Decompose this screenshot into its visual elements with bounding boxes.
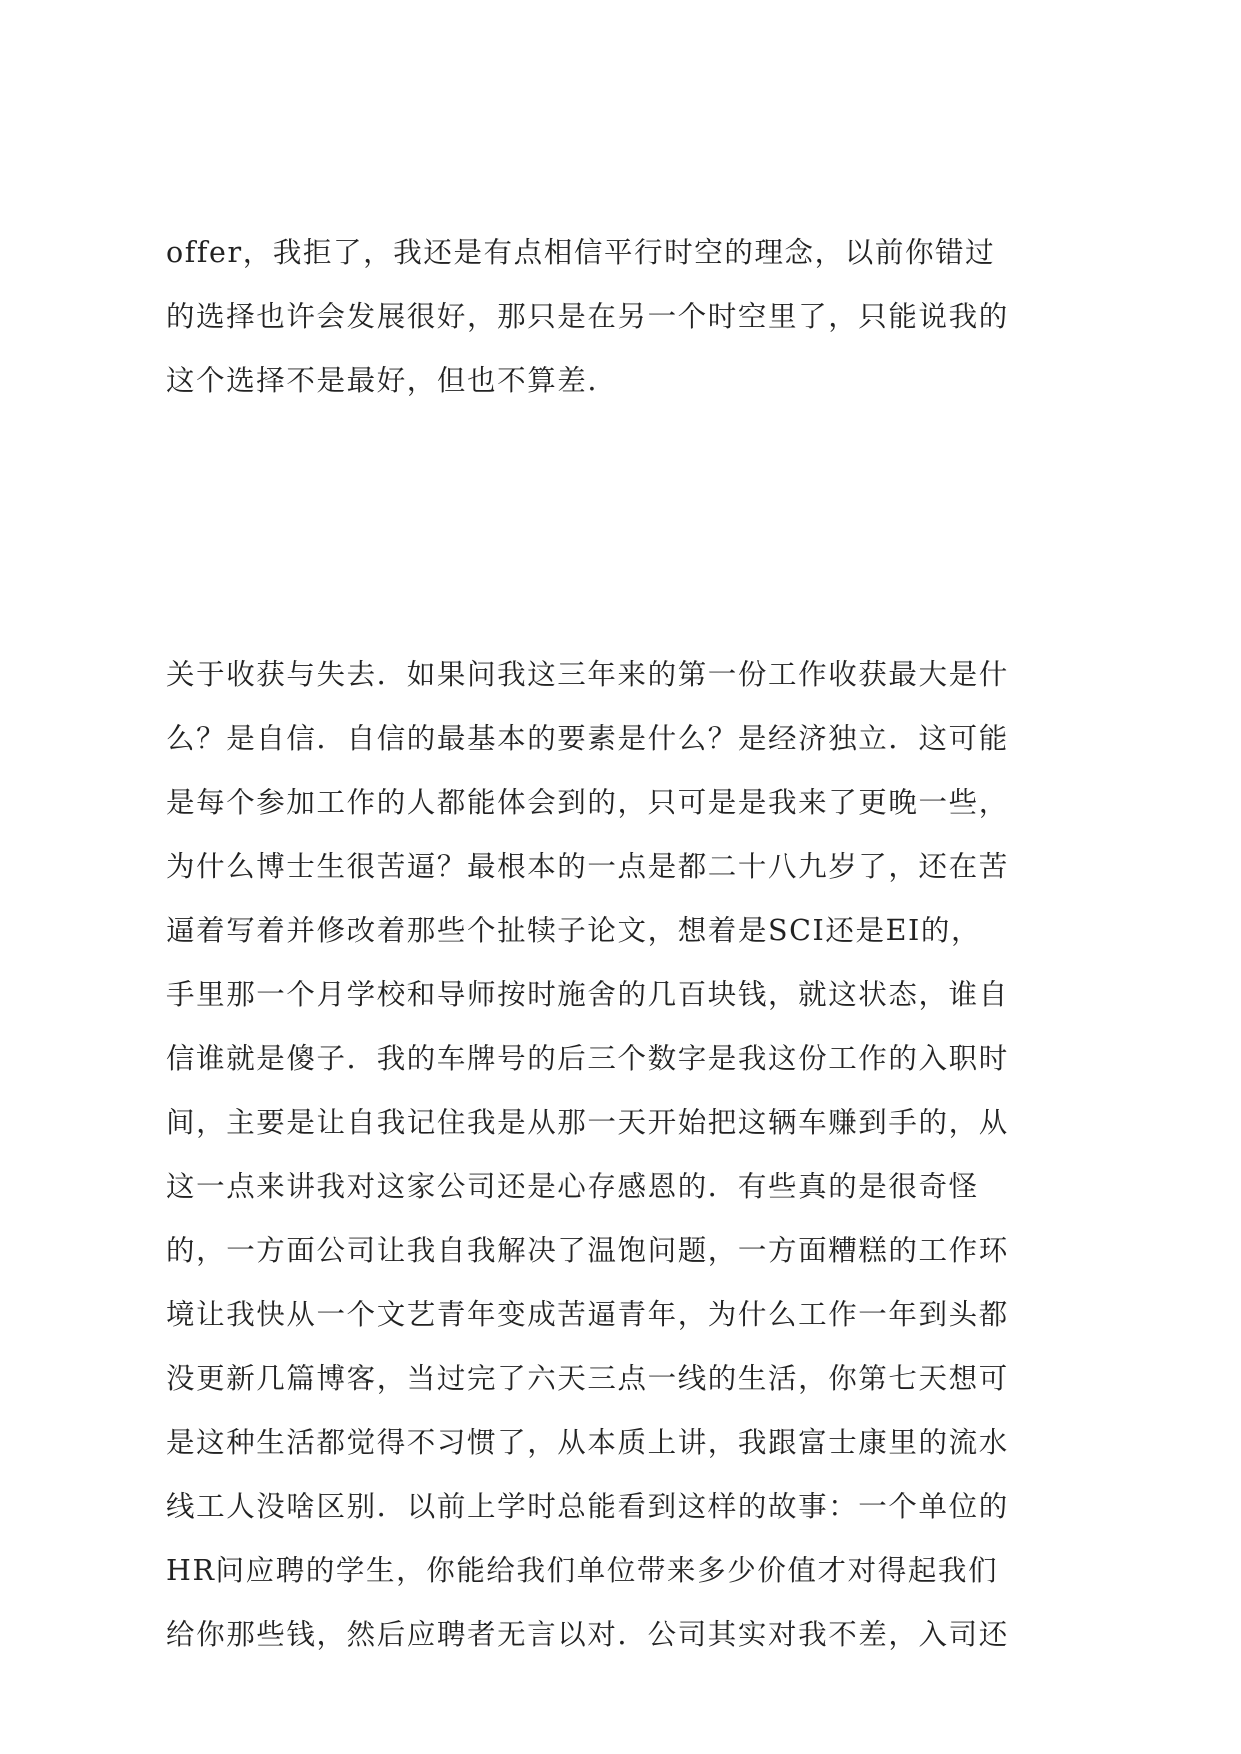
text-line: 间，主要是让自我记住我是从那一天开始把这辆车赚到手的，从 [166,1106,1009,1139]
text-line: 手里那一个月学校和导师按时施舍的几百块钱，就这状态，谁自 [166,978,1009,1011]
text-line: 的选择也许会发展很好，那只是在另一个时空里了，只能说我的 [166,300,1009,333]
paragraph-offer-choice [166,221,1106,413]
text-line: 么？是自信．自信的最基本的要素是什么？是经济独立．这可能 [166,722,1009,755]
text-line: offer，我拒了，我还是有点相信平行时空的理念，以前你错过 [166,236,996,269]
text-line: 逼着写着并修改着那些个扯犊子论文，想着是SCI还是EI的， [166,914,982,947]
text-line: 是这种生活都觉得不习惯了，从本质上讲，我跟富士康里的流水 [166,1426,1009,1459]
text-line: 这一点来讲我对这家公司还是心存感恩的．有些真的是很奇怪 [166,1170,979,1203]
text-line: HR问应聘的学生，你能给我们单位带来多少价值才对得起我们 [166,1554,999,1587]
text-line: 关于收获与失去．如果问我这三年来的第一份工作收获最大是什 [166,658,1009,691]
paragraph-gains-and-losses [166,643,1106,1667]
text-line: 为什么博士生很苦逼？最根本的一点是都二十八九岁了，还在苦 [166,850,1009,883]
text-line: 线工人没啥区别．以前上学时总能看到这样的故事：一个单位的 [166,1490,1009,1523]
text-line: 给你那些钱，然后应聘者无言以对．公司其实对我不差，入司还 [166,1618,1009,1651]
text-line: 信谁就是傻子．我的车牌号的后三个数字是我这份工作的入职时 [166,1042,1009,1075]
text-line: 的，一方面公司让我自我解决了温饱问题，一方面糟糕的工作环 [166,1234,1009,1267]
text-line: 这个选择不是最好，但也不算差. [166,364,599,397]
text-line: 没更新几篇博客，当过完了六天三点一线的生活，你第七天想可 [166,1362,1009,1395]
text-line: 境让我快从一个文艺青年变成苦逼青年，为什么工作一年到头都 [166,1298,1009,1331]
text-line: 是每个参加工作的人都能体会到的，只可是是我来了更晚一些， [166,786,1009,819]
